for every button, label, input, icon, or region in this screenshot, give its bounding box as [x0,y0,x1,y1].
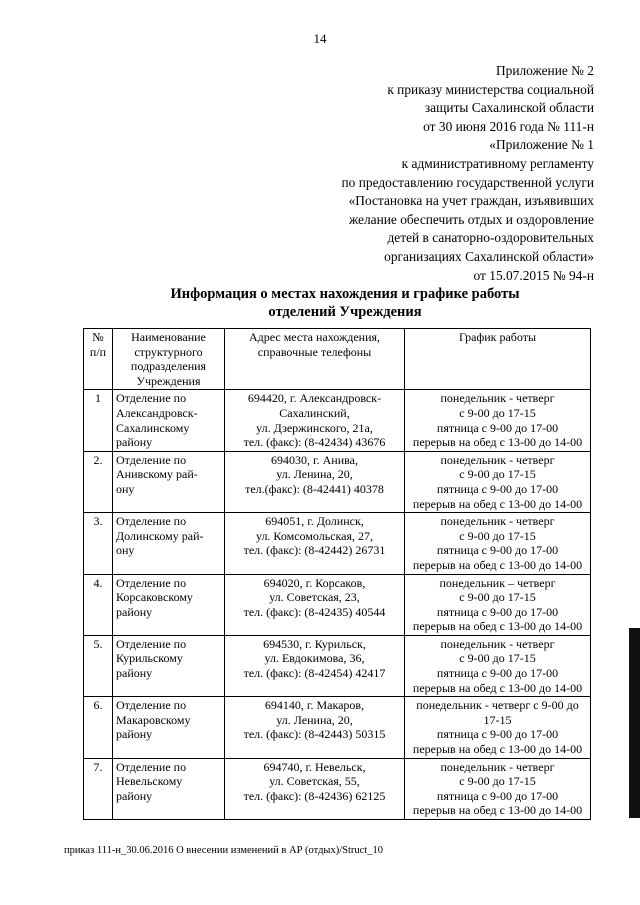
office-address [225,758,405,819]
appendix-header [264,62,594,285]
cell-line: тел. (факс): (8-42435) 40544 [243,604,386,619]
cell-line: ул. Дзержинского, 21а, [256,420,373,435]
office-address [225,697,405,758]
cell-line: пятница с 9-00 до 17-00 [436,543,559,558]
cell-line: тел. (факс): (8-42436) 62125 [243,788,386,803]
cell-line: п/п [89,344,107,359]
cell-line: с 9-00 до 17-15 [459,590,536,605]
cell-line: пятница с 9-00 до 17-00 [436,727,559,742]
cell-line: району [116,788,153,803]
office-address [225,635,405,696]
cell-line: № [92,330,104,344]
cell-line: Учреждения [136,373,201,388]
document-title [0,285,640,321]
cell-line: подразделения [130,359,207,374]
cell-line: Анивскому рай- [116,467,198,482]
office-schedule [405,758,591,819]
appendix-line: Приложение № 2 [495,63,594,78]
cell-line: пятница с 9-00 до 17-00 [436,666,559,681]
cell-line: Макаровскому [116,712,191,727]
office-schedule [405,697,591,758]
cell-line: ону [116,543,135,558]
cell-line: району [116,727,153,742]
cell-line: перерыв на обед с 13-00 до 14-00 [412,557,583,572]
cell-line: Невельскому [116,774,183,789]
row-number: 2. [84,451,113,512]
cell-line: 694140, г. Макаров, [264,698,365,713]
footer-note: приказ 111-н_30.06.2016 О внесении изменений в АР (отдых)/Struct_10 [64,845,383,856]
row-number: 4. [84,574,113,635]
appendix-line: от 15.07.2015 № 94-н [473,267,594,283]
appendix-line: защиты Сахалинской области [424,100,594,116]
cell-line: с 9-00 до 17-15 [459,467,536,482]
cell-line: понедельник - четверг [440,514,555,529]
cell-line: 694530, г. Курильск, [263,636,366,651]
cell-line: структурного [134,344,203,359]
table-header-row [84,329,591,390]
table-row [84,574,591,635]
cell-line: понедельник - четверг [440,452,555,467]
office-schedule [405,574,591,635]
office-schedule [405,513,591,574]
cell-line: понедельник - четверг с 9-00 до [416,698,579,713]
office-schedule [405,451,591,512]
header-number [84,329,113,390]
cell-line: с 9-00 до 17-15 [459,405,536,420]
cell-line: ону [116,481,135,496]
cell-line: понедельник - четверг [440,759,555,774]
header-schedule [405,329,591,390]
cell-line: тел. (факс): (8-42454) 42417 [243,666,386,681]
cell-line: пятница с 9-00 до 17-00 [436,420,559,435]
cell-line: перерыв на обед с 13-00 до 14-00 [412,496,583,511]
cell-line: с 9-00 до 17-15 [459,651,536,666]
cell-line: ул. Советская, 55, [269,774,360,789]
title-line: отделений Учреждения [268,304,422,320]
table-row [84,697,591,758]
table-row [84,451,591,512]
cell-line: Сахалинский, [279,405,350,420]
cell-line: ул. Евдокимова, 36, [264,651,365,666]
cell-line: тел. (факс): (8-42443) 50315 [243,727,386,742]
office-name [113,390,225,451]
row-number: 1 [84,390,113,451]
cell-line: району [116,604,153,619]
cell-line: району [116,666,153,681]
office-name [113,697,225,758]
table-row [84,635,591,696]
cell-line: Сахалинскому [116,420,190,435]
appendix-line: к административному регламенту [401,155,594,171]
cell-line: понедельник - четверг [440,636,555,651]
row-number: 7. [84,758,113,819]
cell-line: 694740, г. Невельск, [263,759,366,774]
appendix-line: от 30 июня 2016 года № 111-н [423,118,594,134]
cell-line: тел. (факс): (8-42434) 43676 [243,435,386,450]
offices-table [83,328,591,820]
appendix-line: «Постановка на учет граждан, изъявивших [348,193,594,209]
cell-line: График работы [458,330,537,344]
cell-line: району [116,435,153,450]
appendix-line: детей в санаторно-оздоровительных [387,230,594,246]
cell-line: ул. Советская, 23, [269,590,360,605]
office-name [113,574,225,635]
cell-line: 694051, г. Долинск, [265,514,364,529]
office-name [113,451,225,512]
cell-line: пятница с 9-00 до 17-00 [436,604,559,619]
table-row [84,513,591,574]
cell-line: Курильскому [116,651,183,666]
office-name [113,635,225,696]
office-name [113,758,225,819]
cell-line: Отделение по [116,759,187,774]
table-row [84,758,591,819]
cell-line: Адрес места нахождения, [248,330,381,344]
table-row [84,390,591,451]
cell-line: Долинскому рай- [116,528,204,543]
office-address [225,574,405,635]
appendix-line: к приказу министерства социальной [387,81,594,97]
office-schedule [405,635,591,696]
cell-line: перерыв на обед с 13-00 до 14-00 [412,435,583,450]
cell-line: ул. Комсомольская, 27, [255,528,374,543]
row-number: 3. [84,513,113,574]
cell-line: понедельник – четверг [439,575,556,590]
cell-line: 17-15 [483,712,512,727]
cell-line: ул. Ленина, 20, [276,467,353,482]
cell-line: понедельник - четверг [440,391,555,406]
cell-line: Отделение по [116,575,187,590]
row-number: 5. [84,635,113,696]
office-address [225,451,405,512]
cell-line: Отделение по [116,514,187,529]
cell-line: Александровск- [116,405,198,420]
cell-line: тел. (факс): (8-42442) 26731 [243,543,386,558]
cell-line: справочные телефоны [257,344,372,359]
cell-line: 694030, г. Анива, [271,452,358,467]
cell-line: перерыв на обед с 13-00 до 14-00 [412,680,583,695]
table-body [84,390,591,820]
page-number: 14 [313,31,327,46]
scan-edge-mark [629,628,640,818]
appendix-line: организациях Сахалинской области» [384,248,594,264]
cell-line: Наименование [131,330,206,344]
header-name [113,329,225,390]
row-number: 6. [84,697,113,758]
cell-line: тел.(факс): (8-42441) 40378 [245,481,384,496]
cell-line: пятница с 9-00 до 17-00 [436,788,559,803]
cell-line: Отделение по [116,391,187,406]
office-address [225,513,405,574]
cell-line: перерыв на обед с 13-00 до 14-00 [412,803,583,818]
cell-line: Корсаковскому [116,590,193,605]
cell-line: Отделение по [116,636,187,651]
cell-line: 694420, г. Александровск- [247,391,382,406]
office-name [113,513,225,574]
cell-line: 694020, г. Корсаков, [263,575,366,590]
appendix-line: желание обеспечить отдых и оздоровление [348,211,594,227]
appendix-line: «Приложение № 1 [489,137,594,153]
header-address [225,329,405,390]
cell-line: с 9-00 до 17-15 [459,774,536,789]
cell-line: с 9-00 до 17-15 [459,528,536,543]
cell-line: пятница с 9-00 до 17-00 [436,481,559,496]
cell-line: Отделение по [116,452,187,467]
title-line: Информация о местах нахождения и графике работы [170,286,520,302]
cell-line: перерыв на обед с 13-00 до 14-00 [412,742,583,757]
office-schedule [405,390,591,451]
cell-line: ул. Ленина, 20, [276,712,353,727]
appendix-line: по предоставлению государственной услуги [341,174,594,190]
office-address [225,390,405,451]
cell-line: Отделение по [116,698,187,713]
cell-line: перерыв на обед с 13-00 до 14-00 [412,619,583,634]
